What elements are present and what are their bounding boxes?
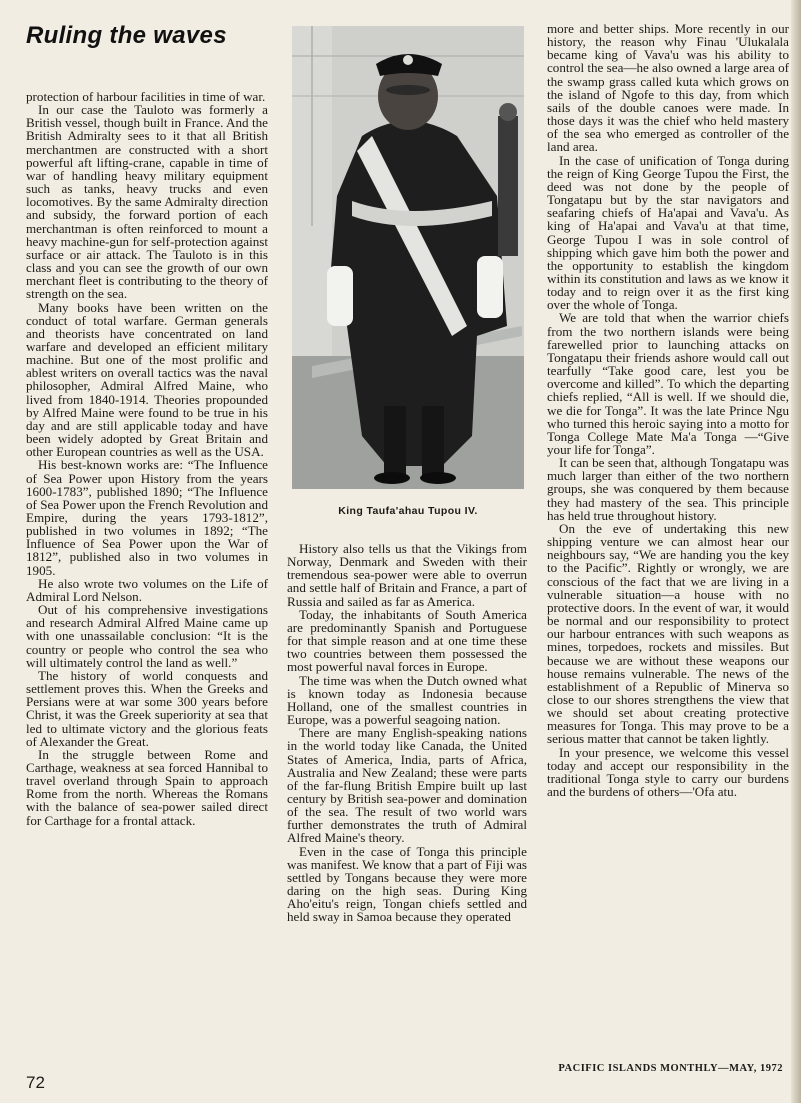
paragraph: In the struggle between Rome and Carthage, weakness at sea forced Hannibal to travel overland through Spain to approach Rome from the north. Whereas the Romans with the balance of sea-power sailed direct for Carthage for a frontal attack. <box>26 746 268 828</box>
paragraph: protection of harbour facilities in time of war. <box>26 89 266 104</box>
paragraph: On the eve of undertaking this new shipping venture we can almost hear our neighbours say, “We are handing you the key to the Pacific”. Rightly or wrongly, we are conscious of the fact that we are living in a vulnerable situation—a house with no protective doors. In the event of war, it would be normal and our responsibility to protect our harbour entrances with such weapons as mines, torpedoes, rockets and missiles. But because we are without these weapons our house remains vulnerable. The news of the establishment of a Republic of Minerva so close to our shores strengthens the view that we should set about creating protective measures for Tonga. This may prove to be a serious matter that cannot be taken lightly. <box>547 520 789 747</box>
paragraph: Today, the inhabitants of South America are predominantly Spanish and Portuguese for that simple reason and at one time these two countries between them possessed the most powerful naval forces in Europe. <box>287 606 527 675</box>
paragraph: His best-known works are: “The Influence of Sea Power upon History from the years 1600-1783”, published 1890; “The Influence of Sea Power upon the French Revolution and Empire, during the years 1793-1812”, published in two volumes in 1892; “The Influence of Sea Power upon the War of 1812”, published also in two volumes in 1905. <box>26 457 268 578</box>
publication-footer: PACIFIC ISLANDS MONTHLY—MAY, 1972 <box>558 1063 783 1074</box>
paragraph: more and better ships. More recently in our history, the reason why Finau 'Ulukalala became king of Vava'u was his ability to control the sea—he also owned a large area of the swamp grass called kuta which grows on the island of Ngofe to this day, from which sails of the double canoes were made. In those days it was the chief who held mastery of the sea who emerged as controller of the land area. <box>547 21 789 155</box>
paragraph: He also wrote two volumes on the Life of Admiral Lord Nelson. <box>26 575 268 604</box>
paragraph: The time was when the Dutch owned what is known today as Indonesia because Holland, one of the smallest countries in Europe, was a powerful seagoing nation. <box>287 672 527 728</box>
paragraph: It can be seen that, although Tongatapu was much larger than either of the two northern groups, she was conquered by them because they had mastery of the sea. This principle has held true throughout history. <box>547 455 789 523</box>
column-3 <box>547 22 789 798</box>
paragraph: There are many English-speaking nations in the world today like Canada, the United States of America, India, parts of Africa, Australia and New Zealand; these were parts of the far-flung British Empire built up last century by British sea-power and domination of the sea. The result of two world wars further demonstrates the truth of Admiral Alfred Maine's theory. <box>287 725 527 846</box>
portrait-illustration <box>292 26 524 489</box>
page-edge-shadow <box>791 0 801 1103</box>
column-1 <box>26 90 268 827</box>
article-title: Ruling the waves <box>26 22 227 49</box>
paragraph: History also tells us that the Vikings from Norway, Denmark and Sweden with their tremendous sea-power were able to overrun and settle half of Britain and France, a part of Russia and sailed as far as America. <box>287 541 527 609</box>
paragraph: Even in the case of Tonga this principle was manifest. We know that a part of Fiji was settled by Tongans because they were more daring on the high seas. During King Aho'eitu's reign, Tongan chiefs settled and held sway in Samoa because they operated <box>287 843 527 925</box>
paragraph: In the case of unification of Tonga during the reign of King George Tupou the First, the deed was not done by the people of Tongatapu but by the star navigators and seafaring chiefs of Ha'apai and Vava'u. As king of Ha'apai and Vava'u at that time, George Tupou I was in sole control of shipping which gave him both the power and the opportunity to establish the kingdom within its constitution and laws as we know it today and to reign over it as the first king over the whole of Tonga. <box>547 152 789 313</box>
page-number: 72 <box>26 1073 45 1092</box>
paragraph: We are told that when the warrior chiefs from the two northern islands were being farewelled prior to launching attacks on Tongatapu their friends ashore would call out tearfully “Take good care, lest you be overcome and killed”. To which the departing chiefs replied, “All is well. If we should die, we die for Tonga”. It was the late Prince Ngu who turned this heroic saying into a motto for Tonga College Mate Ma'a Tonga —“Give your life for Tonga”. <box>547 310 789 457</box>
paragraph: The history of world conquests and settlement proves this. When the Greeks and Persians were at war some 300 years before Christ, it was the Greek superiority at sea that led to ultimate victory and the glorious feats of Alexander the Great. <box>26 667 268 749</box>
column-2 <box>287 542 527 924</box>
paragraph: In your presence, we welcome this vessel today and accept our responsibility in the traditional Tonga style to carry our burdens and the burdens of others—'Ofa atu. <box>547 744 789 800</box>
paragraph: In our case the Tauloto was formerly a British vessel, though built in France. And the British Admiralty sees to it that all British merchantmen are constructed with a short powerful aft lifting-crane, capable in time of war of handling heavy military equipment such as tanks, heavy trucks and even locomotives. By the same Admiralty direction and subsidy, the forward portion of each merchantman is often reinforced to mount a heavy machine-gun for self-protection against surface or air attack. The Tauloto is in this class and you can see the growth of our own merchant fleet is contributing to the theory of strength on the sea. <box>26 102 268 302</box>
paragraph: Many books have been written on the conduct of total warfare. German generals and theorists have concentrated on land warfare and developed an efficient military machine. But one of the most prolific and ablest writers on overall tactics was the naval philosopher, Admiral Alfred Maine, who lived from 1840-1914. Theories propounded by Alfred Maine were found to be true in his day and are still applicable today and have been widely adopted by Great Britain and other European countries as well as the USA. <box>26 299 268 460</box>
king-portrait-photo <box>292 26 524 489</box>
photo-caption: King Taufa'ahau Tupou IV. <box>338 505 478 517</box>
paragraph: Out of his comprehensive investigations and research Admiral Alfred Maine came up with one unassailable conclusion: “It is the country or people who control the sea who will ultimately control the land as well.” <box>26 602 268 670</box>
